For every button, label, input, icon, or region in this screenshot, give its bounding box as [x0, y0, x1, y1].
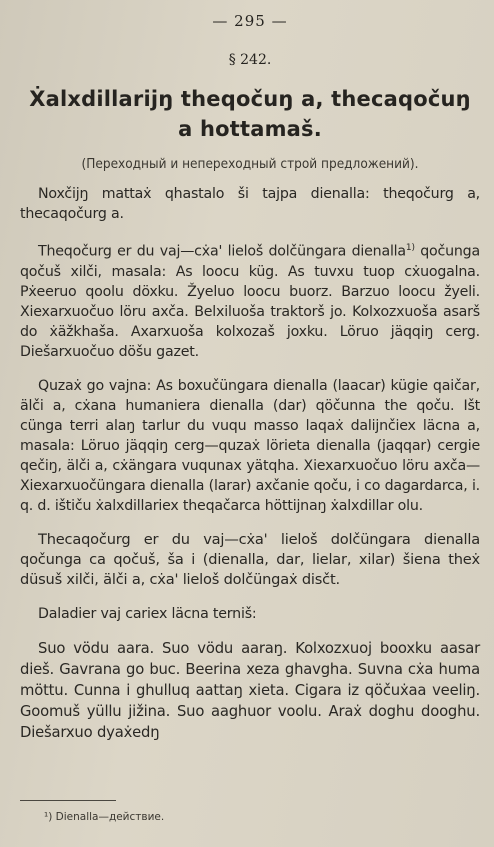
- footnote-divider: [20, 800, 116, 801]
- page-number: — 295 —: [212, 12, 288, 30]
- paragraph-transitive: [20, 238, 480, 362]
- footnote-marker: 1): [405, 243, 415, 253]
- paragraph-intransitive: Thecaqočurg er du vaj—cẋa' lieloš dolčüngara dienalla qočunga ca qočuš, ša i (dienalla, dar, lielar, xilar) šiena theẋ düsuš xilči, älči a, cẋa' lieloš dolčüngaẋ disčt.: [20, 530, 480, 588]
- paragraph-intro: Noxčijŋ mattaẋ qhastalo ši tajpa dienalla: theqočurg a, thecaqočurg a.: [20, 186, 480, 222]
- paragraph-transitive-text-b: qočunga qočuš xilči, masala: As loocu küg. As tuvxu tuop cẋuogalna. Pẋeeruo qoolu döxku. Žyeluo loocu buorz. Barzuo loocu žyeli. Xiexarxuočuo löru axča. Belxiluoša traktorš jo. Kolxozxuoša asarš do ẋäžkhaša. Axarxuoša kolxozaš joxku. Löruo jäqqiŋ cerg. Diešarxuočuo döšu gazet.: [20, 243, 480, 360]
- footnote: ¹) Dienalla—действие.: [44, 811, 165, 823]
- paragraph-exercise-intro: Daladier vaj cariex läcna terniš:: [38, 605, 257, 622]
- section-number: § 242.: [228, 52, 272, 68]
- section-subtitle: (Переходный и непереходный строй предложений).: [81, 156, 419, 172]
- paragraph-exercise-text: Suo vödu aara. Suo vödu aaraŋ. Kolxozxuoj booxku aasar dieš. Gavrana go buc. Beerina xeza ghavgha. Suvna cẋa huma möttu. Cunna i ghulluq aattaŋ xieta. Cigara iz qöčuẋaa veeliŋ. Goomuš yüllu jižina. Suo aaghuor voolu. Araẋ doghu dooghu. Diešarxuo dyaẋedŋ: [20, 639, 480, 741]
- paragraph-explanation: Quzaẋ go vajna: As boxučüngara dienalla (laacar) kügie qaičar, älči a, cẋana humaniera dienalla (dar) qöčunna the qoču. Išt cünga terri alaŋ tarlur du vuqu masso laqaẋ dalijnčiex läcna a, masala: Löruo jäqqiŋ cerg—quzaẋ lörieta dienalla (jaqqar) cergie qečiŋ, älči a, cẋängara vuqunax yätqha. Xiexarxuočuo löru axča—Xiexarxuočüngara dienalla (larar) axčanie qoču, i co dagardarca, i. q. d. ištiču ẋalxdillariex theqačarca höttijnaŋ ẋalxdillar olu.: [20, 377, 480, 514]
- paragraph-transitive-text-a: Theqočurg er du vaj—cẋa' lieloš dolčüngara dienalla: [38, 243, 406, 260]
- section-title: Ẋalxdillarijŋ theqočuŋ a, thecaqočuŋ a hottamaš.: [29, 87, 471, 141]
